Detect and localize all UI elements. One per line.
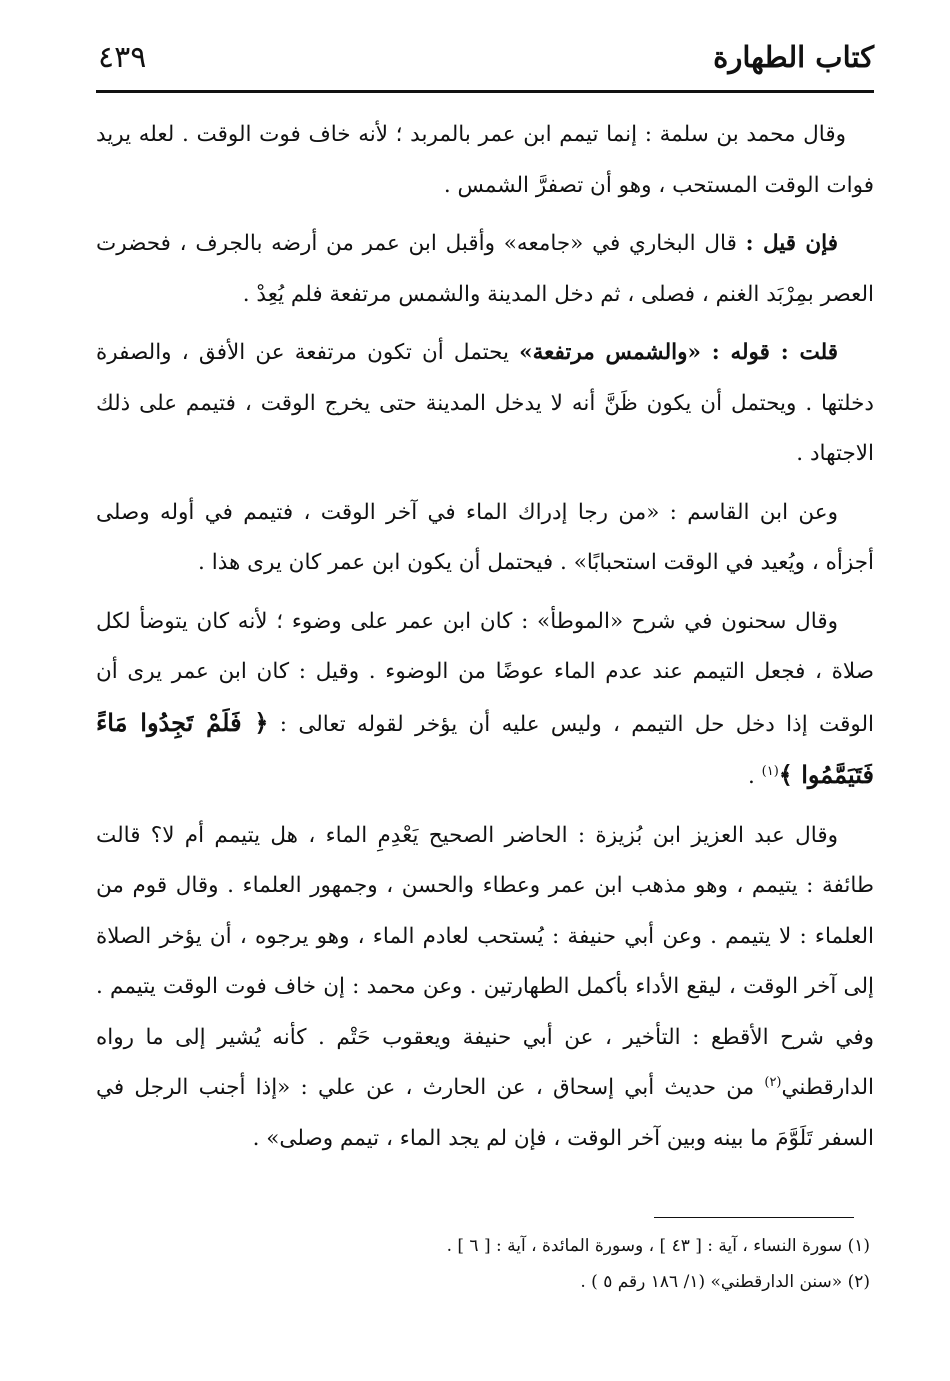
paragraph-end: من حديث أبي إسحاق ، عن الحارث ، عن علي : «إذا أجنب الرجل في السفر تَلَوَّمَ ما بينه وبين آخر الوقت ، فإن لم يجد الماء ، تيمم وصلى» . — [96, 1075, 874, 1151]
running-title: كتاب الطهارة — [713, 40, 874, 74]
footnote-separator — [654, 1217, 854, 1218]
paragraph-lead: فإن قيل : — [745, 231, 838, 256]
paragraph-6 — [96, 811, 874, 1165]
paragraph-end: . — [747, 764, 762, 789]
paragraph-4 — [96, 488, 874, 589]
header-rule — [96, 90, 874, 93]
paragraph-lead: قلت : قوله : «والشمس مرتفعة» — [519, 340, 838, 365]
paragraph-text: وعن ابن القاسم : «من رجا إدراك الماء في آخر الوقت ، فتيمم في أوله وصلى أجزأه ، ويُعيد في الوقت استحبابًا» . فيحتمل أن يكون ابن عمر كان يرى هذا . — [96, 499, 874, 575]
page-number: ٤٣٩ — [98, 40, 147, 75]
paragraph-text: يحتمل أن تكون مرتفعة عن الأفق ، والصفرة دخلتها . ويحتمل أن يكون ظَنَّ أنه لا يدخل المدينة حتى يخرج الوقت ، فتيمم على ذلك الاجتهاد . — [96, 340, 874, 466]
footnotes — [96, 1228, 874, 1300]
footnote-1: (١) سورة النساء ، آية : [ ٤٣ ] ، وسورة المائدة ، آية : [ ٦ ] . — [446, 1236, 870, 1256]
footnote-ref-1[interactable]: (١) — [761, 763, 779, 779]
paragraph-1 — [96, 110, 874, 211]
footnote-ref-2[interactable]: (٢) — [764, 1074, 782, 1090]
paragraph-text: وقال محمد بن سلمة : إنما تيمم ابن عمر بالمربد ؛ لأنه خاف فوت الوقت . لعله يريد فوات الوقت المستحب ، وهو أن تصفرَّ الشمس . — [96, 122, 874, 198]
main-text — [96, 110, 874, 1164]
quran-verse: ﴿ فَلَمْ تَجِدُوا مَاءً فَتَيَمَّمُوا ﴾ — [96, 707, 874, 789]
footnote-2: (٢) «سنن الدارقطني» (١/ ١٨٦ رقم ٥ ) . — [580, 1272, 870, 1292]
paragraph-5 — [96, 597, 874, 803]
paragraph-3 — [96, 328, 874, 480]
paragraph-text: قال البخاري في «جامعه» وأقبل ابن عمر من أرضه بالجرف ، فحضرت العصر بمِرْبَد الغنم ، فصلى ، ثم دخل المدينة والشمس مرتفعة فلم يُعِدْ . — [96, 231, 874, 307]
paragraph-2 — [96, 219, 874, 320]
paragraph-text: وقال عبد العزيز ابن بُزيزة : الحاضر الصحيح يَعْدِمِ الماء ، هل يتيمم أم لا؟ قالت طائفة : يتيمم ، وهو مذهب ابن عمر وعطاء والحسن ، وجمهور العلماء . وقال قوم من العلماء : لا يتيمم . وعن أبي حنيفة : يُستحب لعادم الماء ، وهو يرجوه ، أن يؤخر الصلاة إلى آخر الوقت ، ليقع الأداء بأكمل الطهارتين . وعن محمد : إن خاف فوت الوقت يتيمم . وفي شرح الأقطع : التأخير ، عن أبي حنيفة ويعقوب حَتْم . كأنه يُشير إلى ما رواه الدارقطني — [96, 822, 874, 1100]
paragraph-text: وقال سحنون في شرح «الموطأ» : كان ابن عمر على وضوء ؛ لأنه كان يتوضأ لكل صلاة ، فجعل التيمم عند عدم الماء عوضًا من الوضوء . وقيل : كان ابن عمر يرى أن الوقت إذا دخل حل التيمم ، وليس عليه أن يؤخر لقوله تعالى : — [96, 608, 875, 737]
page-header — [96, 38, 874, 90]
